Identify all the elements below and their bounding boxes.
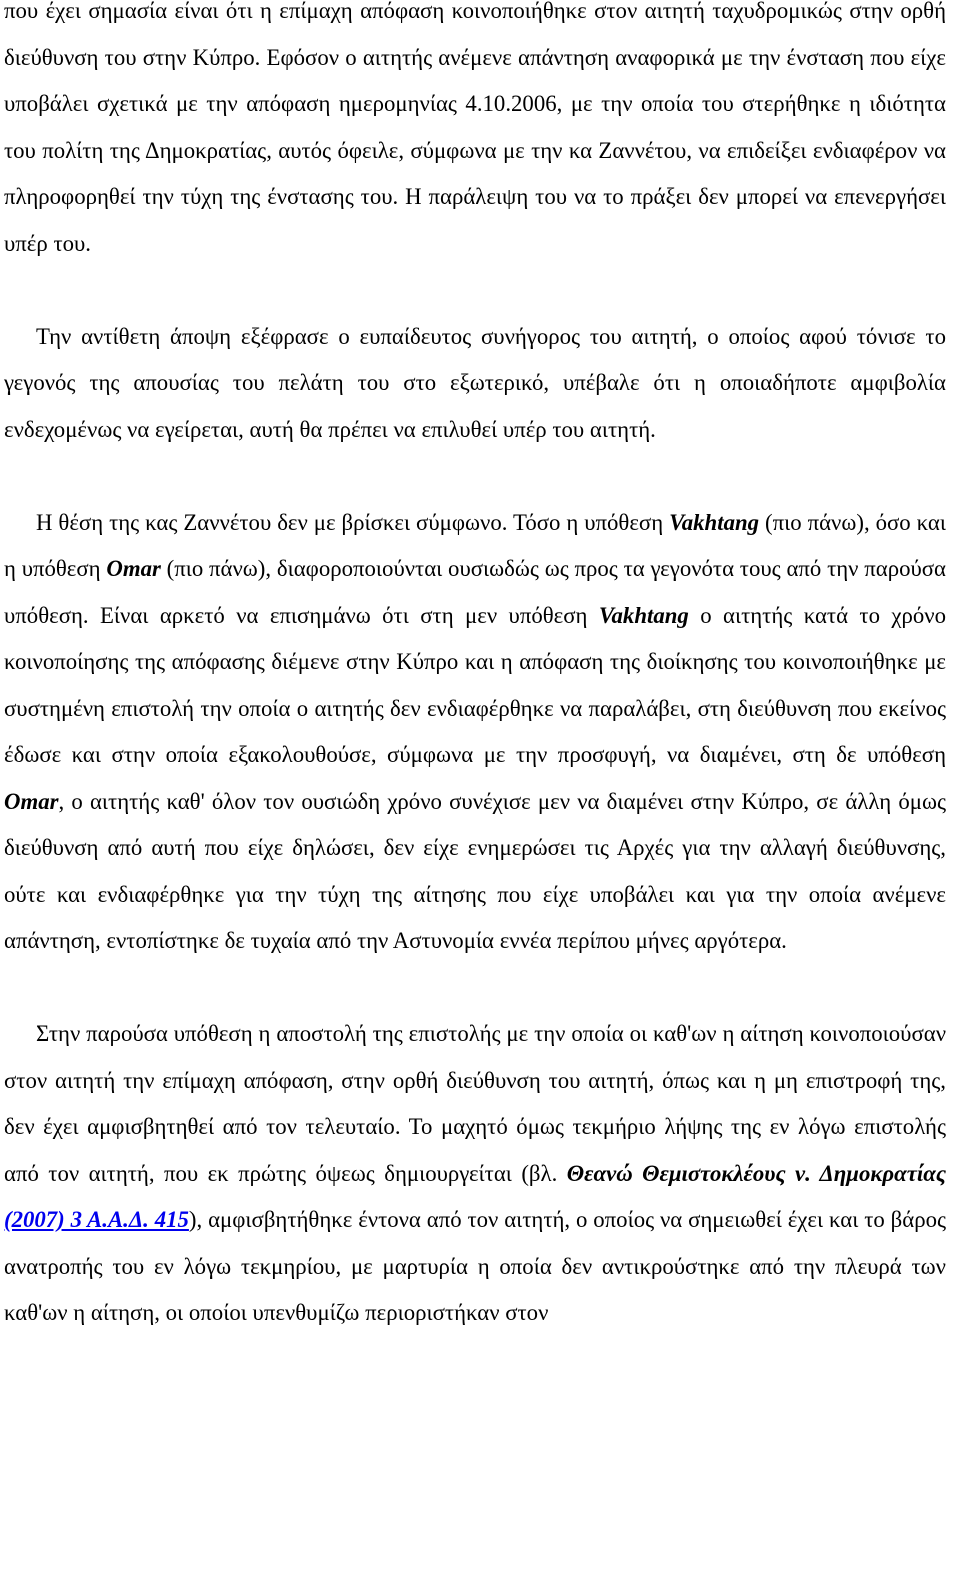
paragraph-text: ο αιτητής κατά το χρόνο κοινοποίησης της απόφασης διέμενε στην Κύπρο και η απόφαση της διοίκησης του κοινοποιήθηκε με συστημένη επιστολή την οποία ο αιτητής δεν ενδιαφέρθηκε να παραλάβει, στη διεύθυνση που εκείνος έδωσε και στην οποία εξακολουθούσε, σύμφωνα με την προσφυγή, να διαμένει, στη δε υπόθεση (4, 602, 946, 767)
paragraph-text: ), αμφισβητήθηκε έντονα από τον αιτητή, ο οποίος να σημειωθεί έχει και το βάρος ανατροπής του εν λόγω τεκμηρίου, με μαρτυρία η οποία δεν αντικρούστηκε από την πλευρά των καθ'ων η αίτηση, οι οποίοι υπενθυμίζω περιοριστήκαν στον (4, 1207, 946, 1325)
paragraph-text: (πιο πάνω), όσο και η υπόθεση (4, 509, 946, 581)
case-name: Θεανώ Θεμιστοκλέους ν. Δημοκρατίας (566, 1160, 946, 1186)
judgment-text (4, 0, 946, 1383)
paragraph-text: , ο αιτητής καθ' όλον τον ουσιώδη χρόνο συνέχισε μεν να διαμένει στην Κύπρο, σε άλλη όμως διεύθυνση από αυτή που είχε δηλώσει, δεν είχε ενημερώσει τις Αρχές για την αλλαγή διεύθυνσης, ούτε και ενδιαφέρθηκε για την τύχη της αίτησης που είχε υποβάλει και για την οποία ανέμενε απάντηση, εντοπίστηκε δε τυχαία από την Αστυνομία εννέα περίπου μήνες αργότερα. (4, 788, 946, 953)
case-name: Omar (106, 556, 161, 581)
paragraph (4, 1011, 946, 1337)
paragraph-text: (πιο πάνω), διαφοροποιούνται ουσιωδώς ως προς τα γεγονότα τους από την παρούσα υπόθεση. Είναι αρκετό να επισημάνω ότι στη μεν υπόθεση (4, 556, 946, 628)
paragraph (4, 500, 946, 965)
paragraph-text: Η θέση της κας Ζαννέτου δεν με βρίσκει σύμφωνο. Τόσο η υπόθεση (36, 509, 670, 535)
paragraph-text: Στην παρούσα υπόθεση η αποστολή της επιστολής με την οποία οι καθ'ων η αίτηση κοινοποιούσαν στον αιτητή την επίμαχη απόφαση, στην ορθή διεύθυνση του αιτητή, όπως και η μη επιστροφή της, δεν έχει αμφισβητηθεί από τον τελευταίο. Το μαχητό όμως τεκμήριο λήψης της εν λόγω επιστολής από τον αιτητή, που εκ πρώτης όψεως δημιουργείται (βλ. (4, 1021, 946, 1186)
case-name: Omar (4, 788, 59, 814)
case-name: Vakhtang (669, 509, 760, 535)
paragraph-text: Την αντίθετη άποψη εξέφρασε ο ευπαίδευτος συνήγορος του αιτητή, ο οποίος αφού τόνισε το γεγονός της απουσίας του πελάτη του στο εξωτερικό, υπέβαλε ότι η οποιαδήποτε αμφιβολία ενδεχομένως να εγείρεται, αυτή θα πρέπει να επιλυθεί υπέρ του αιτητή. (4, 323, 946, 442)
paragraph-text: που έχει σημασία είναι ότι η επίμαχη απόφαση κοινοποιήθηκε στον αιτητή ταχυδρομικώς στην ορθή διεύθυνση του στην Κύπρο. Εφόσον ο αιτητής ανέμενε απάντηση αναφορικά με την ένσταση που είχε υποβάλει σχετικά με την απόφαση ημερομηνίας 4.10.2006, με την οποία του στερήθηκε η ιδιότητα του πολίτη της Δημοκρατίας, αυτός όφειλε, σύμφωνα με την κα Ζαννέτου, να επιδείξει ενδιαφέρον να πληροφορηθεί την τύχη της ένστασης του. Η παράλειψη του να το πράξει δεν μπορεί να επενεργήσει υπέρ του. (4, 0, 946, 256)
paragraph (4, 0, 946, 267)
citation-link[interactable]: (2007) 3 Α.Α.Δ. 415 (4, 1207, 189, 1232)
case-name: Vakhtang (598, 602, 689, 628)
paragraph (4, 314, 946, 454)
